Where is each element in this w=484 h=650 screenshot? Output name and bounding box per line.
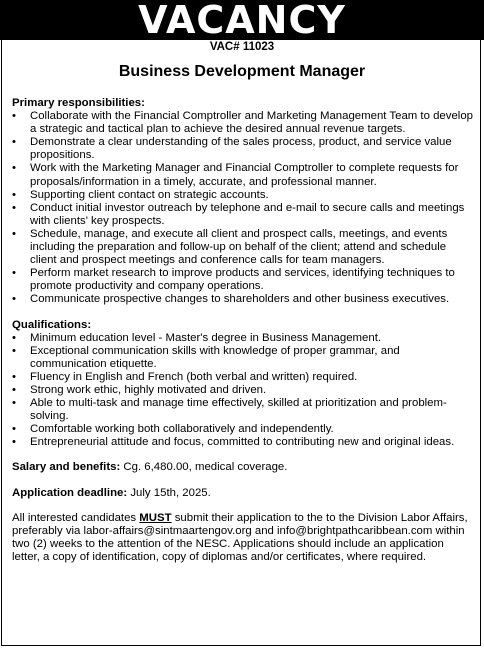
vacancy-title: VACANCY [138,0,346,42]
list-item: • Entrepreneurial attitude and focus, committed to contributing new and original ideas. [12,436,474,449]
application-text-start: All interested candidates [12,511,140,524]
list-item: • Supporting client contact on strategic accounts. [12,189,474,202]
list-item: • Conduct initial investor outreach by telephone and e-mail to secure calls and meetings with clients' key prospects. [12,202,474,228]
list-item: • Fluency in English and French (both verbal and written) required. [12,371,474,384]
salary-value: Cg. 6,480.00, medical coverage. [120,461,288,474]
must-emphasis: MUST [139,511,172,524]
salary-line [12,461,474,474]
list-item: • Demonstrate a clear understanding of the sales process, product, and service value propositions. [12,136,474,162]
responsibilities-list [12,110,474,306]
deadline-label: Application deadline: [12,486,128,499]
list-item: • Comfortable working both collaboratively and independently. [12,423,474,436]
list-item: • Communicate prospective changes to shareholders and other business executives. [12,293,474,306]
qualifications-heading: Qualifications: [12,318,92,331]
responsibilities-heading: Primary responsibilities: [12,97,145,109]
list-item: • Able to multi-task and manage time effectively, skilled at prioritization and problem-solving. [12,397,474,423]
job-title: Business Development Manager [118,63,366,80]
application-text-end: submit their application to the to the Division Labor Affairs, preferably via labor-affairs@sintmaartengov.org and info@brightpathcaribbean.com within two (2) weeks to the attention of the NESC. Applications should include an application letter, a copy of identification, copy of diplomas and/or certificates, where required. [12,511,468,563]
application-instructions [12,512,474,564]
qualifications-list [12,332,474,450]
list-item: • Strong work ethic, highly motivated and driven. [12,384,474,397]
list-item: • Minimum education level - Master's degree in Business Management. [12,332,474,345]
document-body [12,97,474,564]
salary-label: Salary and benefits: [12,461,121,474]
list-item: • Work with the Marketing Manager and Financial Comptroller to complete requests for proposals/information in a timely, accurate, and professional manner. [12,162,474,188]
list-item: • Collaborate with the Financial Comptroller and Marketing Management Team to develop a strategic and tactical plan to achieve the desired annual revenue targets. [12,110,474,136]
deadline-line [12,487,474,500]
vacancy-banner [0,0,484,40]
deadline-value: July 15th, 2025. [127,486,211,499]
vacancy-number: VAC# 11023 [209,41,275,53]
list-item: • Schedule, manage, and execute all client and prospect calls, meetings, and events including the preparation and follow-up on behalf of the client; attend and schedule client and prospect meetings and conference calls for team managers. [12,228,474,267]
list-item: • Exceptional communication skills with knowledge of proper grammar, and communication etiquette. [12,345,474,371]
list-item: • Perform market research to improve products and services, identifying techniques to promote productivity and company operations. [12,267,474,293]
